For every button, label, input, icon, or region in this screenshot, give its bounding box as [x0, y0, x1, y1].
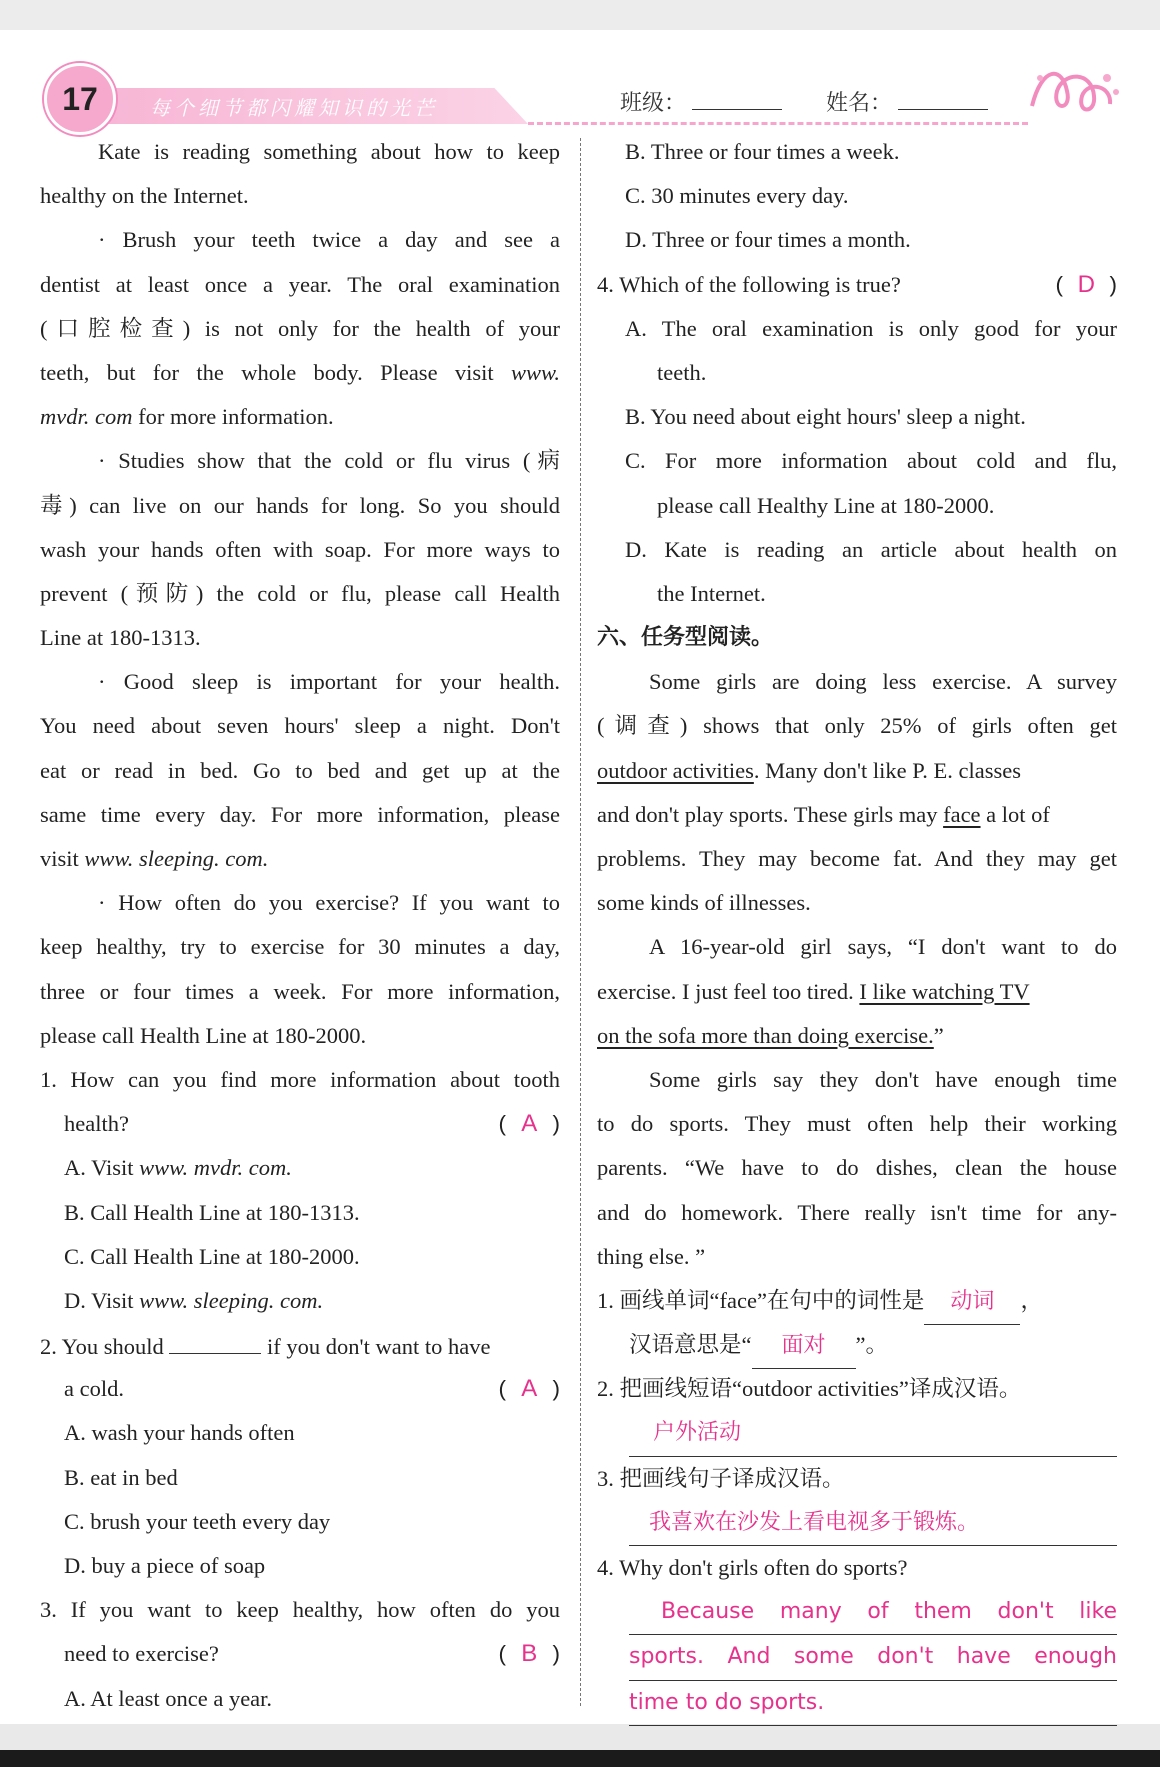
answer-line[interactable]: Because many of them don't like: [629, 1590, 1117, 1635]
option[interactable]: A. wash your hands often: [64, 1420, 295, 1446]
passage-line: 毒) can live on our hands for long. So you should: [40, 492, 560, 518]
answer-value: B: [521, 1640, 538, 1668]
passage-line: visit www. sleeping. com.: [40, 846, 269, 871]
passage-line: (口腔检查) is not only for the health of your: [40, 315, 560, 341]
answer-slot: ( A ): [499, 1102, 561, 1146]
passage-line: prevent (预防) the cold or flu, please call Health: [40, 580, 560, 606]
option-cont: the Internet.: [657, 580, 766, 606]
passage-line: some kinds of illnesses.: [597, 890, 811, 916]
passage-line: teeth, but for the whole body. Please visit www.: [40, 359, 561, 385]
page-number: 17: [44, 63, 116, 135]
task-1: 1. 画线单词“face”在句中的词性是 动词 ，: [597, 1279, 1117, 1323]
passage-line: on the sofa more than doing exercise.”: [597, 1022, 944, 1048]
fill-blank[interactable]: [169, 1323, 261, 1354]
name-blank[interactable]: [898, 89, 988, 110]
bottom-bar: [0, 1750, 1160, 1767]
option-cont: please call Healthy Line at 180-2000.: [657, 492, 995, 518]
option[interactable]: C. For more information about cold and flu,: [625, 448, 1117, 474]
answer-slot: ( B ): [499, 1632, 561, 1676]
option[interactable]: A. At least once a year.: [64, 1685, 273, 1711]
website-link: mvdr. com: [40, 404, 133, 430]
passage-line: Some girls are doing less exercise. A survey: [649, 669, 1117, 695]
section-heading: 六、任务型阅读。: [597, 625, 774, 651]
option[interactable]: C. Call Health Line at 180-2000.: [64, 1243, 360, 1269]
question-2-cont: a cold. ( A ): [40, 1367, 560, 1411]
passage-line: · Good sleep is important for your health.: [98, 669, 560, 695]
name-field: [826, 86, 988, 117]
passage-line: problems. They may become fat. And they may get: [597, 846, 1117, 871]
column-divider: [580, 138, 581, 1706]
option[interactable]: D. buy a piece of soap: [64, 1553, 266, 1578]
answer-slot: ( D ): [1056, 263, 1118, 307]
name-label: 姓名：: [826, 91, 893, 116]
answer-slot: ( A ): [499, 1367, 561, 1411]
option[interactable]: D. Kate is reading an article about health on: [625, 536, 1117, 562]
question-1-cont: health? ( A ): [40, 1102, 560, 1146]
flourish-icon: [1022, 56, 1122, 126]
passage-line: (调查) shows that only 25% of girls often get: [597, 713, 1117, 739]
passage-line: · Brush your teeth twice a day and see a: [98, 227, 560, 253]
task-3: 3. 把画线句子译成汉语。: [597, 1465, 845, 1491]
passage-line: to do sports. They must often help their working: [597, 1111, 1117, 1137]
option[interactable]: A. Visit www. mvdr. com.: [64, 1155, 292, 1181]
question-3: 3. If you want to keep healthy, how often do you: [40, 1597, 560, 1623]
header-motto: 每个细节都闪耀知识的光芒: [150, 96, 438, 120]
option[interactable]: A. The oral examination is only good for your: [625, 315, 1117, 341]
passage-line: · How often do you exercise? If you want to: [98, 890, 560, 916]
question-4: 4. Which of the following is true? ( D ): [597, 263, 1117, 307]
header-divider: [528, 122, 1028, 125]
website-link: www.: [511, 359, 561, 385]
passage-line: wash your hands often with soap. For more ways to: [40, 536, 560, 562]
passage-intro-line: Kate is reading something about how to keep: [98, 139, 560, 164]
task-1-cont: 汉语意思是“ 面对 ”。: [597, 1323, 1117, 1367]
passage-line: Some girls say they don't have enough time: [649, 1066, 1117, 1092]
passage-line: and do homework. There really isn't time for any-: [597, 1199, 1117, 1225]
passage-line: · Studies show that the cold or flu virus (病: [98, 448, 560, 474]
passage-line: same time every day. For more information, please: [40, 801, 560, 827]
option[interactable]: B. eat in bed: [64, 1464, 178, 1490]
underlined-sentence: I like watching TV: [859, 978, 1030, 1004]
passage-line: three or four times a week. For more information,: [40, 978, 560, 1004]
option[interactable]: D. Visit www. sleeping. com.: [64, 1287, 324, 1313]
option[interactable]: C. 30 minutes every day.: [625, 183, 849, 209]
question-2: 2. You should if you don't want to have: [40, 1323, 560, 1367]
passage-line: outdoor activities. Many don't like P. E. classes: [597, 757, 1021, 783]
website-link: www. sleeping. com.: [84, 846, 269, 871]
passage-line: You need about seven hours' sleep a night. Don't: [40, 713, 560, 739]
class-blank[interactable]: [692, 89, 782, 110]
passage-line: please call Health Line at 180-2000.: [40, 1022, 367, 1048]
underlined-word: face: [943, 801, 981, 827]
answer-blank[interactable]: 动词: [924, 1280, 1020, 1325]
answer-value: A: [521, 1375, 538, 1403]
class-field: [620, 86, 782, 117]
underlined-sentence: on the sofa more than doing exercise.: [597, 1022, 934, 1048]
passage-line: eat or read in bed. Go to bed and get up at the: [40, 757, 560, 783]
passage-line: dentist at least once a year. The oral examination: [40, 271, 560, 297]
left-column: [40, 130, 560, 1721]
passage-line: A 16-year-old girl says, “I don't want to do: [649, 934, 1117, 960]
answer-blank[interactable]: 面对: [752, 1324, 856, 1369]
passage-line: Line at 180-1313.: [40, 625, 201, 651]
answer-value: A: [521, 1110, 538, 1138]
option-cont: teeth.: [657, 359, 707, 385]
task-2: 2. 把画线短语“outdoor activities”译成汉语。: [597, 1376, 1022, 1402]
passage-line: thing else. ”: [597, 1243, 706, 1269]
answer-line[interactable]: 我喜欢在沙发上看电视多于锻炼。: [629, 1501, 1117, 1546]
passage-line: parents. “We have to do dishes, clean the house: [597, 1155, 1117, 1181]
option[interactable]: B. You need about eight hours' sleep a night.: [625, 404, 1026, 430]
passage-line: and don't play sports. These girls may face a lot of: [597, 801, 1050, 827]
passage-line: exercise. I just feel too tired. I like watching TV: [597, 978, 1030, 1004]
passage-line: keep healthy, try to exercise for 30 minutes a day,: [40, 934, 560, 960]
top-bar: [0, 0, 1160, 31]
answer-value: D: [1077, 270, 1095, 298]
passage-intro-line: healthy on the Internet.: [40, 183, 249, 209]
option[interactable]: B. Call Health Line at 180-1313.: [64, 1199, 360, 1225]
option[interactable]: D. Three or four times a month.: [625, 227, 911, 253]
option[interactable]: B. Three or four times a week.: [625, 139, 900, 164]
answer-line[interactable]: time to do sports.: [629, 1681, 1117, 1726]
option[interactable]: C. brush your teeth every day: [64, 1508, 331, 1534]
question-1: 1. How can you find more information about tooth: [40, 1066, 560, 1092]
right-column: [597, 130, 1117, 1726]
task-4: 4. Why don't girls often do sports?: [597, 1555, 908, 1580]
underlined-phrase: outdoor activities: [597, 757, 754, 783]
answer-line[interactable]: 户外活动: [629, 1411, 1117, 1456]
class-label: 班级：: [620, 91, 687, 116]
answer-line[interactable]: sports. And some don't have enough: [629, 1635, 1117, 1680]
passage-line: mvdr. com for more information.: [40, 404, 334, 430]
question-3-cont: need to exercise? ( B ): [40, 1632, 560, 1676]
